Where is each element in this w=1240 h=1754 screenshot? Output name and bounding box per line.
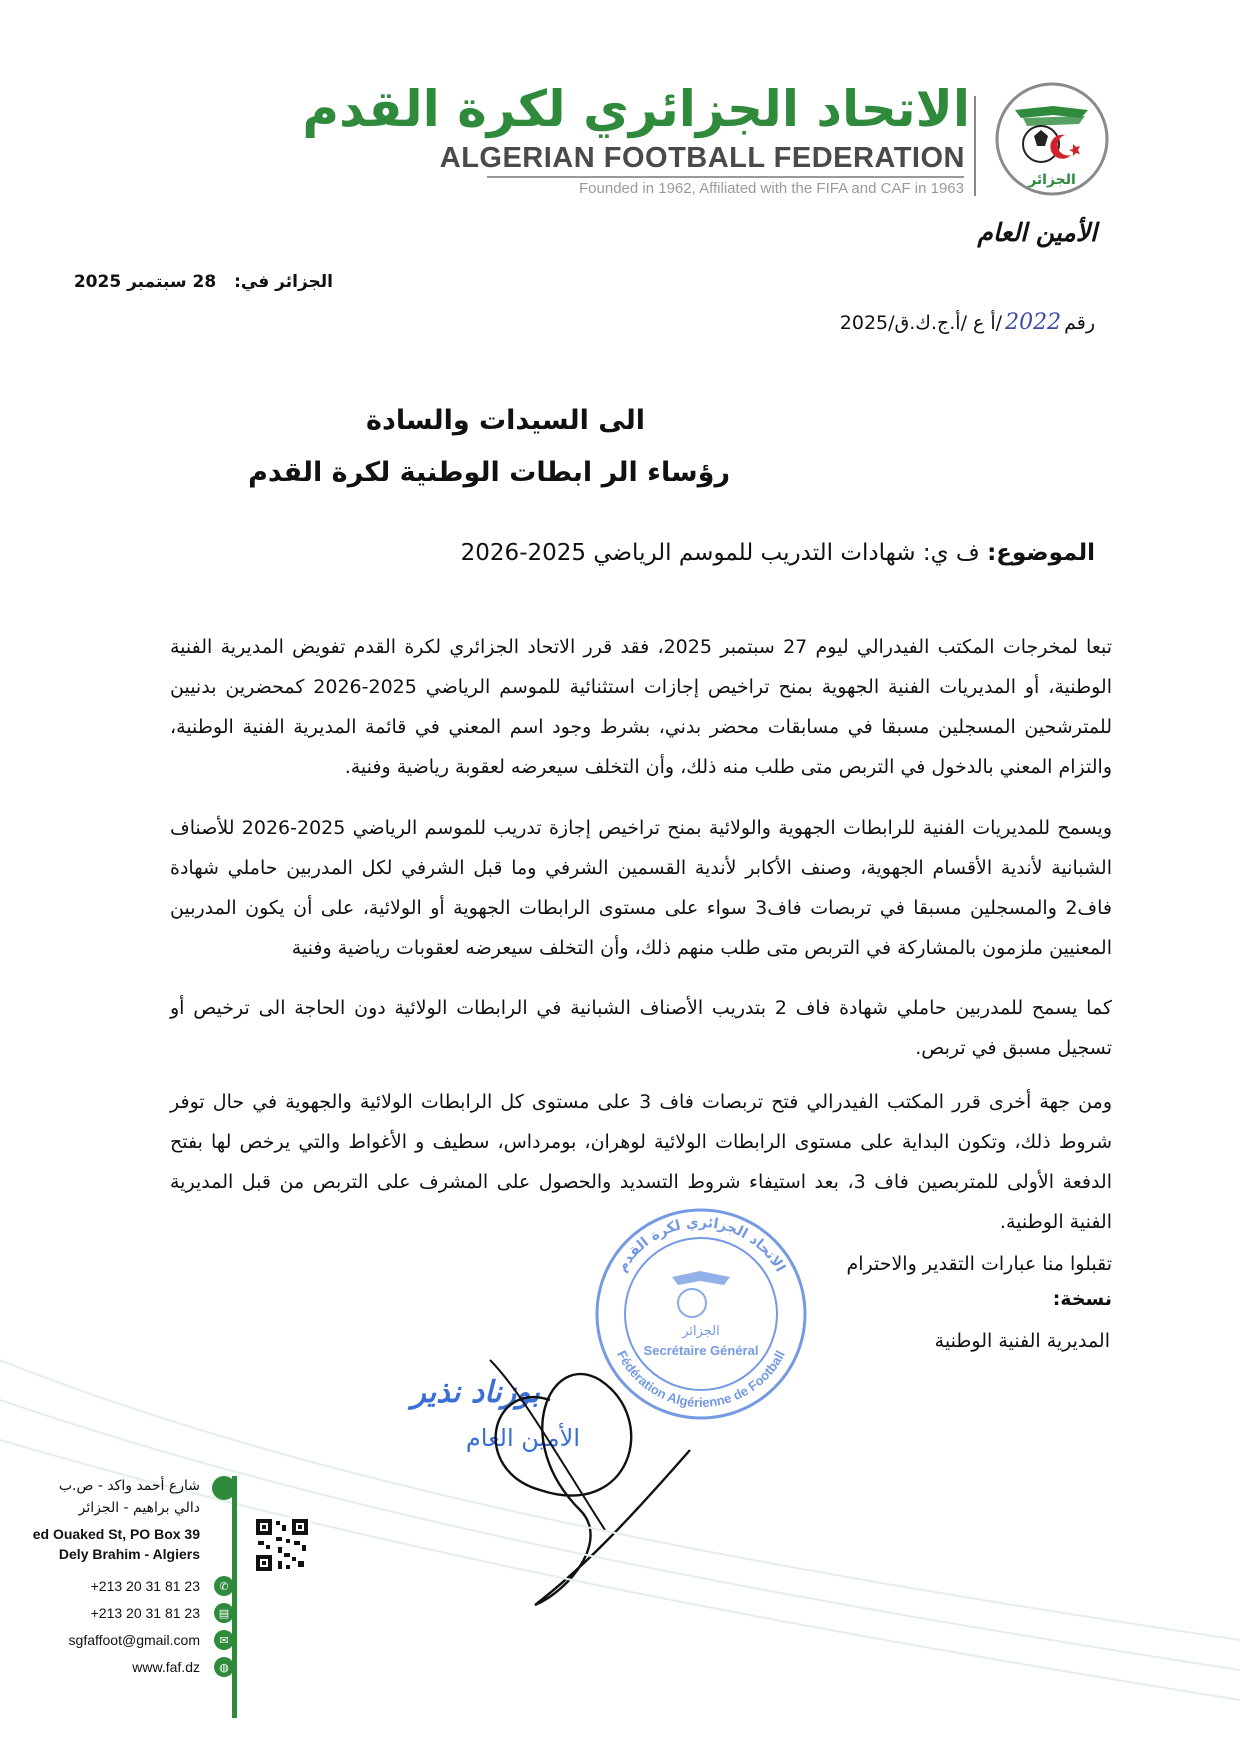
subject-label: الموضوع:	[987, 540, 1095, 566]
footer-address-arabic-1: شارع أحمد واكد - ص.ب	[58, 1478, 200, 1494]
stamp-ring-arabic: الاتحاد الجزائري لكرة القدم	[614, 1214, 789, 1275]
qr-code	[254, 1517, 310, 1573]
stamp-arabic-label: الجزائر	[682, 1324, 720, 1339]
secretary-general-title: الأمين العام	[977, 218, 1097, 247]
subject-line	[461, 540, 1095, 566]
email-icon: ✉	[214, 1630, 234, 1650]
stamp-center-text: Secrétaire Général	[643, 1343, 759, 1358]
footer-green-bar	[232, 1476, 237, 1718]
signatory-name: بوزناد نذير	[411, 1375, 540, 1410]
footer-website[interactable]: www.faf.dz	[132, 1659, 200, 1675]
copy-recipient: المديرية الفنية الوطنية	[934, 1330, 1110, 1352]
body-paragraph-1: تبعا لمخرجات المكتب الفيدرالي ليوم 27 سبتمبر 2025، فقد قرر الاتحاد الجزائري لكرة القدم تفويض المديرية الفنية الوطنية، أو المديريات الفنية الجهوية بمنح تراخيص إجازات استثنائية للموسم الرياضي 2025-2026 كمحضرين بدنيين للمترشحين المسجلين مسبقا في مسابقات محضر بدني، بشرط وجود اسم المعني في قائمة المديرية الفنية الوطنية، والتزام المعني بالدخول في التربص متى طلب منه ذلك، وأن التخلف سيعرضه لعقوبة رياضية وفنية.	[170, 636, 1113, 778]
reference-suffix: /أ ع /أ.ج.ك.ق/2025	[839, 312, 1003, 334]
addressee-line-2: رؤساء الر ابطات الوطنية لكرة القدم	[248, 457, 730, 488]
footer-fax: +213 20 31 81 23	[90, 1605, 200, 1621]
subject-text: ف ي: شهادات التدريب للموسم الرياضي 2025-2026	[460, 540, 980, 566]
stamp-ring-french: Fédération Algérienne de Football	[614, 1348, 788, 1411]
reference-prefix: رقم	[1064, 312, 1095, 334]
fax-icon: ▤	[214, 1603, 234, 1623]
closing-salutation: تقبلوا منا عبارات التقدير والاحترام	[846, 1253, 1112, 1275]
footer-address-arabic-2: دالي براهيم - الجزائر	[78, 1500, 200, 1516]
footer-phone: +213 20 31 81 23	[90, 1578, 200, 1594]
website-icon: ◍	[214, 1657, 234, 1677]
phone-icon: ✆	[214, 1576, 234, 1596]
header-vertical-divider	[974, 96, 976, 196]
org-name-english: ALGERIAN FOOTBALL FEDERATION	[439, 142, 965, 174]
svg-text:الاتحاد الجزائري لكرة القدم	[614, 1215, 788, 1275]
footer-address-english-2: Dely Brahim - Algiers	[58, 1546, 200, 1562]
copy-label: نسخة:	[1052, 1288, 1112, 1310]
reference-line	[840, 310, 1095, 335]
date-label: الجزائر في:	[234, 272, 333, 292]
faf-emblem-logo	[993, 80, 1111, 198]
emblem-label: الجزائر	[1028, 172, 1076, 188]
header-divider	[487, 176, 964, 178]
date-value: 28 سبتمبر 2025	[73, 272, 217, 292]
org-founded-text: Founded in 1962, Affiliated with the FIFA and CAF in 1963	[579, 180, 964, 197]
body-paragraph-3: كما يسمح للمدربين حاملي شهادة فاف 2 بتدريب الأصناف الشبانية في الرابطات الولائية دون الحاجة الى ترخيص أو تسجيل مسبق في تربص.	[170, 997, 1112, 1059]
footer-email[interactable]: sgfaffoot@gmail.com	[68, 1632, 200, 1648]
org-name-arabic: الاتحاد الجزائري لكرة القدم	[302, 80, 970, 138]
body-paragraph-4: ومن جهة أخرى قرر المكتب الفيدرالي فتح تربصات فاف 3 على مستوى كل الرابطات الولائية والجهوية في حال توفر شروط ذلك، وتكون البداية على مستوى الرابطات الولائية لوهران، بومرداس، سطيف و الأغواط والتي يرخص لها بفتح الدفعة الأولى للمتربصين فاف 3، بعد استيفاء شروط التسديد والحصول على المشرف على التربص من قبل المديرية الفنية الوطنية.	[170, 1091, 1112, 1233]
location-icon	[212, 1476, 236, 1500]
addressee-line-1: الى السيدات والسادة	[366, 405, 645, 436]
date-line	[74, 272, 333, 292]
reference-number: 2022	[1005, 310, 1062, 335]
footer-address-english-1: ed Ouaked St, PO Box 39	[32, 1526, 200, 1542]
body-paragraph-2: ويسمح للمديريات الفنية للرابطات الجهوية والولائية بمنح تراخيص إجازة تدريب للموسم الرياضي 2025-2026 للأصناف الشبانية لأندية الأقسام الجهوية، وصنف الأكابر لأندية القسمين الشرفي وما قبل الشرفي لكل المدربين حاملي شهادة فاف2 والمسجلين مسبقا في تربصات فاف3 سواء على مستوى الرابطات الجهوية أو الولائية، على أن يكون المدربين المعنيين ملزمون بالمشاركة في التربص متى طلب منهم ذلك، وأن التخلف سيعرضه لعقوبات رياضية وفنية	[170, 817, 1112, 959]
signatory-title: الأمين العام	[465, 1424, 580, 1452]
